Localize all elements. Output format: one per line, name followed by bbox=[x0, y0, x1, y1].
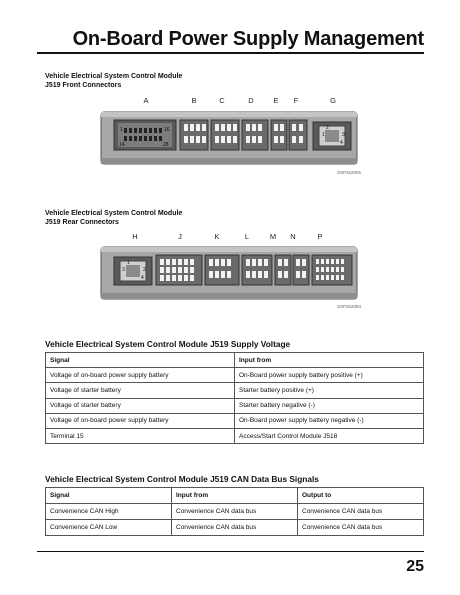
pin-label: 16 bbox=[164, 127, 170, 133]
rear-letter-k: K bbox=[214, 232, 220, 241]
supply-voltage-heading: Vehicle Electrical System Control Module J519 Supply Voltage bbox=[45, 339, 291, 349]
can-signals-heading: Vehicle Electrical System Control Module J519 CAN Data Bus Signals bbox=[45, 474, 319, 484]
rear-caption-line2: J519 Rear Connectors bbox=[45, 219, 119, 226]
pin-label: 4 bbox=[340, 140, 343, 146]
rear-connector-module bbox=[100, 243, 362, 303]
rear-caption-line1: Vehicle Electrical System Control Module bbox=[45, 210, 183, 217]
rear-letter-m: M bbox=[269, 232, 277, 241]
pin-label: 2 bbox=[326, 125, 329, 131]
supply-voltage-table bbox=[45, 352, 424, 444]
table-cell: Voltage of starter battery bbox=[46, 398, 235, 413]
front-letter-a: A bbox=[143, 96, 149, 105]
column-header: Signal bbox=[46, 488, 172, 504]
table-cell: Voltage of on-board power supply battery bbox=[46, 413, 235, 428]
column-header: Signal bbox=[46, 353, 235, 368]
table-cell: Convenience CAN Low bbox=[46, 520, 172, 536]
front-letter-b: B bbox=[191, 96, 197, 105]
front-connector-module bbox=[100, 108, 362, 168]
table-row bbox=[46, 504, 424, 520]
pin-label: 14 bbox=[119, 142, 125, 148]
table-header-row bbox=[46, 353, 424, 368]
front-letter-e: E bbox=[273, 96, 279, 105]
table-row bbox=[46, 398, 424, 413]
table-cell: Convenience CAN data bus bbox=[298, 520, 424, 536]
front-letter-f: F bbox=[293, 96, 299, 105]
table-row bbox=[46, 368, 424, 383]
table-cell: Convenience CAN data bus bbox=[172, 520, 298, 536]
front-letter-g: G bbox=[330, 96, 336, 105]
front-caption-line2: J519 Front Connectors bbox=[45, 82, 122, 89]
pin-label: 3 bbox=[122, 267, 125, 273]
pin-label: 1 bbox=[127, 260, 130, 266]
table-row bbox=[46, 413, 424, 428]
table-row bbox=[46, 383, 424, 398]
column-header: Input from bbox=[172, 488, 298, 504]
title-rule bbox=[37, 52, 424, 54]
rear-letter-j: J bbox=[178, 232, 182, 241]
table-cell: Convenience CAN data bus bbox=[298, 504, 424, 520]
table-cell: Starter battery negative (-) bbox=[235, 398, 424, 413]
table-row bbox=[46, 520, 424, 536]
table-cell: Access/Start Control Module J518 bbox=[235, 428, 424, 443]
table-row bbox=[46, 428, 424, 443]
pin-label: 28 bbox=[163, 142, 169, 148]
column-header: Output to bbox=[298, 488, 424, 504]
table-cell: Terminal 15 bbox=[46, 428, 235, 443]
pin-label: 3 bbox=[342, 132, 345, 138]
footer-rule bbox=[37, 551, 424, 552]
front-figure-code: SSP252065 bbox=[337, 170, 362, 175]
pin-label: 2 bbox=[143, 267, 146, 273]
table-cell: Convenience CAN data bus bbox=[172, 504, 298, 520]
rear-figure-code: SSP252064 bbox=[337, 304, 362, 309]
table-cell: Voltage of on-board power supply battery bbox=[46, 368, 235, 383]
can-signals-table bbox=[45, 487, 424, 536]
pin-label: 4 bbox=[141, 275, 144, 281]
page-title: On-Board Power Supply Management bbox=[72, 28, 424, 50]
column-header: Input from bbox=[235, 353, 424, 368]
table-cell: On-Board power supply battery positive (+) bbox=[235, 368, 424, 383]
front-letter-c: C bbox=[219, 96, 225, 105]
front-caption-line1: Vehicle Electrical System Control Module bbox=[45, 73, 183, 80]
rear-letter-l: L bbox=[244, 232, 250, 241]
page-number: 25 bbox=[406, 558, 424, 575]
table-cell: Voltage of starter battery bbox=[46, 383, 235, 398]
front-letter-d: D bbox=[248, 96, 254, 105]
table-cell: Starter battery positive (+) bbox=[235, 383, 424, 398]
front-caption bbox=[45, 72, 182, 90]
table-header-row bbox=[46, 488, 424, 504]
rear-letter-h: H bbox=[132, 232, 138, 241]
table-cell: Convenience CAN High bbox=[46, 504, 172, 520]
rear-caption bbox=[45, 209, 182, 227]
pin-label: 1 bbox=[120, 127, 123, 133]
rear-letter-p: P bbox=[317, 232, 323, 241]
pin-label: 1 bbox=[322, 132, 325, 138]
rear-letter-n: N bbox=[290, 232, 296, 241]
table-cell: On-Board power supply battery negative (-) bbox=[235, 413, 424, 428]
